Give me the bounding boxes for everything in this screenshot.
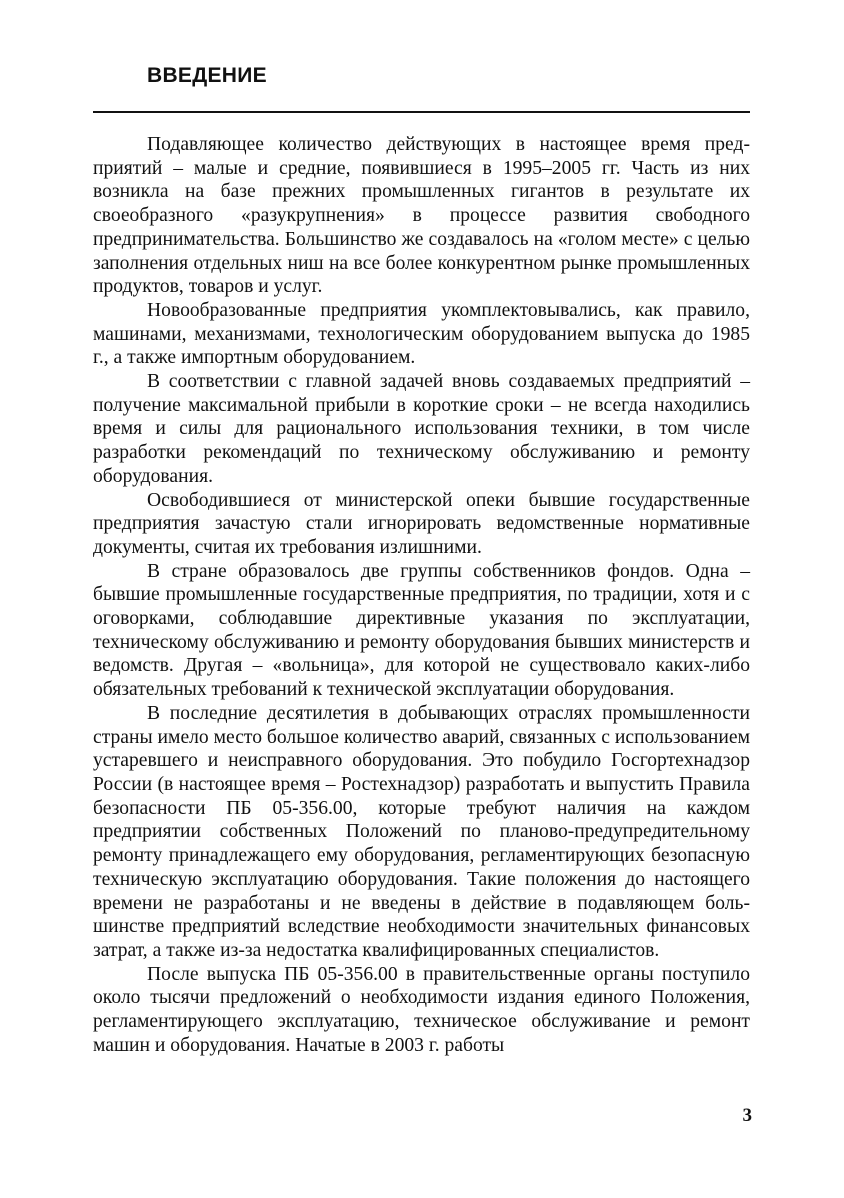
page-number: 3	[742, 1105, 752, 1126]
paragraph: После выпуска ПБ 05-356.00 в правительственные органы поступило около тысячи предложений о необходимости издания единого Положения, регламентирующего эксплуатацию, техническое обслуживание и ремонт машин и оборудования. Начатые в 2003 г. работы	[93, 963, 750, 1056]
heading-rule	[93, 111, 750, 113]
paragraph: Подавляющее количество действующих в настоящее время предприятий – малые и средние, появившиеся в 1995–2005 гг. Часть из них возникла на базе прежних промышленных гигантов в результате их своеобразного «разукрупнения» в процессе развития свободного предпринимательства. Большинство же создавалось на «голом месте» с целью заполнения отдельных ниш на все более конкурентном рынке промышленных продуктов, товаров и услуг.	[93, 134, 750, 298]
paragraph: В соответствии с главной задачей вновь создаваемых предприятий – получение максимальной прибыли в короткие сроки – не всегда находились время и силы для рационального использования техники, в том числе разработки рекомендаций по техническому обслуживанию и ремонту оборудования.	[93, 371, 750, 487]
paragraph: В последние десятилетия в добывающих отраслях промышленности страны имело место большое количество аварий, связанных с использованием устаревшего и неисправного оборудования. Это побудило Госгортехнадзор России (в настоящее время – Ростехнадзор) разработать и выпустить Правила безопасности ПБ 05-356.00, которые требуют наличия на каждом предприятии собственных Положений по планово-предупредительному ремонту принадлежащего ему оборудования, регламентирующих безопасную техническую эксплуатацию оборудования. Такие положения до настоящего времени не разработаны и не введены в действие в подавляющем большинстве предприятий вследствие необходимости значительных финансовых затрат, а также из-за недостатка квалифицированных специалистов.	[93, 702, 750, 961]
paragraph: Новообразованные предприятия укомплектовывались, как правило, машинами, механизмами, технологическим оборудованием выпуска до 1985 г., а также импортным оборудованием.	[93, 299, 750, 369]
section-heading: ВВЕДЕНИЕ	[147, 64, 267, 87]
paragraph: В стране образовалось две группы собственников фондов. Одна – бывшие промышленные государственные предприятия, по традиции, хотя и с оговорками, соблюдавшие директивные указания по эксплуатации, техническому обслуживанию и ремонту оборудования бывших министерств и ведомств. Другая – «вольница», для которой не существовало каких-либо обязательных требований к технической эксплуатации оборудования.	[93, 560, 750, 701]
paragraph: Освободившиеся от министерской опеки бывшие государственные предприятия зачастую стали игнорировать ведомственные нормативные документы, считая их требования излишними.	[93, 489, 750, 558]
body-text	[93, 133, 750, 1057]
